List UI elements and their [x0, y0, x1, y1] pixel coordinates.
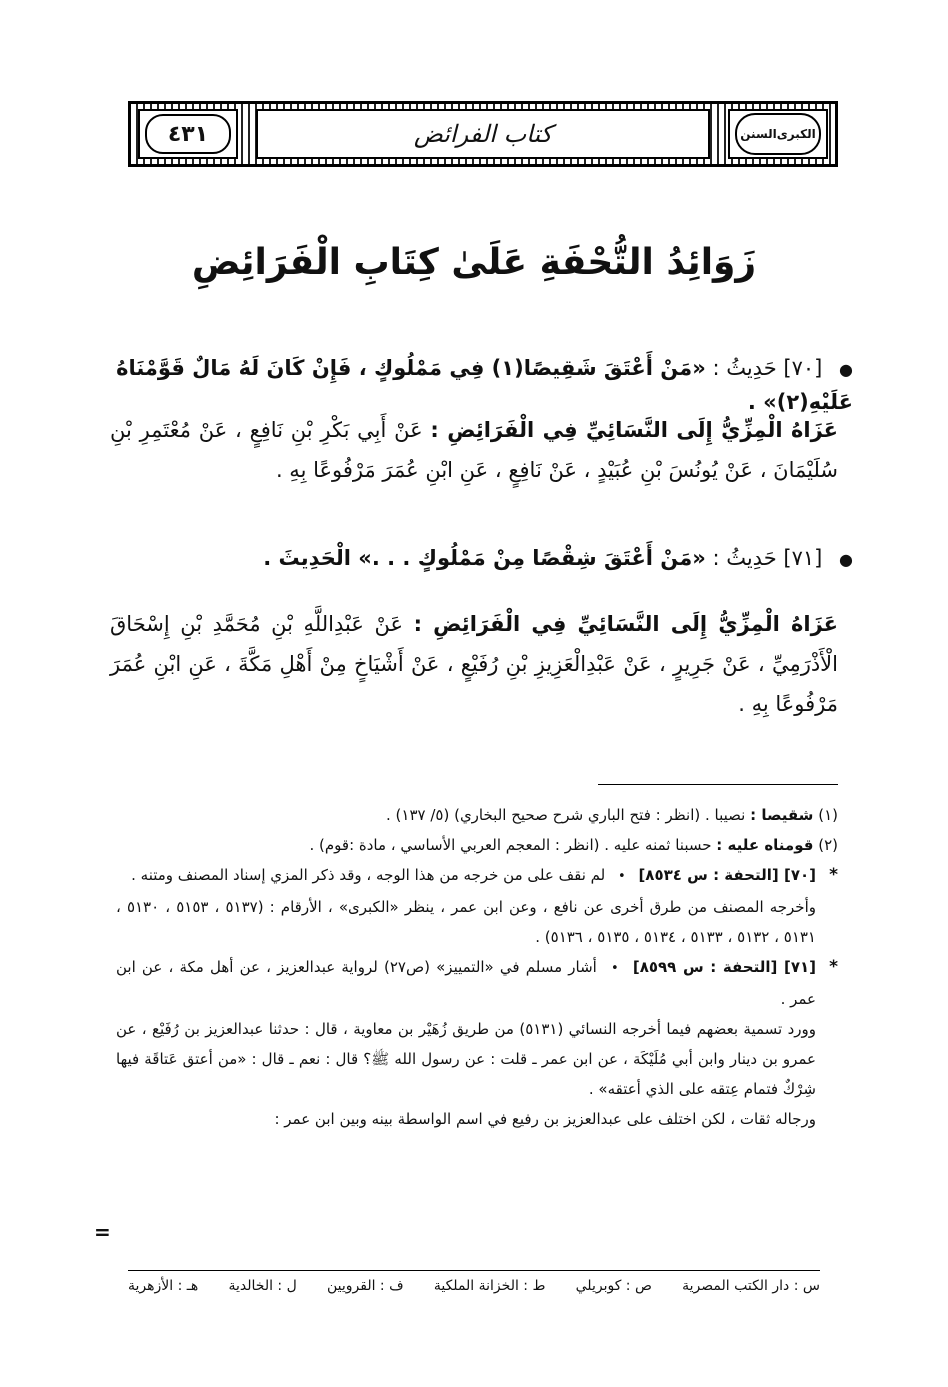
note-text: أشار مسلم في «التمييز» (ص٢٧) لرواية عبدالعزيز ، عن أهل مكة ، عن ابن عمر . — [116, 958, 816, 1008]
section-title: كتاب الفرائض — [413, 120, 553, 148]
footnote-number: (١) — [818, 806, 838, 824]
attribution-label: عَزَاهُ الْمِزِّيُّ إِلَى النَّسَائِيِّ فِي الْفَرَائِضِ : — [413, 612, 838, 636]
continuation-mark: = — [94, 1220, 111, 1244]
hadith-label: حَدِيثُ : — [712, 356, 777, 380]
abbreviation-item: ط : الخزانة الملكية — [433, 1278, 546, 1294]
footnote-term: شقيصا : — [750, 806, 814, 824]
hadith-entry-71 — [110, 542, 853, 576]
abbreviation-item: ل : الخالدية — [228, 1278, 297, 1294]
hadith-entry-70 — [110, 352, 853, 418]
footnote-gloss-2 — [116, 830, 838, 860]
attribution-70 — [110, 410, 838, 490]
bullet-icon: • — [617, 869, 626, 884]
footnote-number: (٢) — [818, 836, 838, 854]
note-reference: [٧١] [التحفة : س ٨٥٩٩] — [632, 958, 816, 976]
abbreviation-item: س : دار الكتب المصرية — [682, 1278, 820, 1294]
book-logo-line-2: الكبرى — [776, 127, 816, 141]
page-number-box — [138, 109, 238, 159]
hadith-label: حَدِيثُ : — [712, 546, 777, 570]
note-text: لم نقف على من خرجه من هذا الوجه ، وقد ذكر المزي إسناد المصنف ومتنه . — [131, 866, 606, 884]
attribution-71 — [110, 604, 838, 724]
bullet-icon: ● — [839, 550, 853, 569]
hadith-text: «مَنْ أَعْتَقَ شِقْصًا مِنْ مَمْلُوكٍ . . .» الْحَدِيثَ . — [263, 546, 706, 570]
bullet-icon: • — [611, 961, 619, 976]
attribution-text: عَنْ عَبْدِاللَّهِ بْنِ مُحَمَّدِ بْنِ إِسْحَاقَ الْأَذْرَمِيِّ ، عَنْ جَرِيرٍ ، عَنْ عَبْدِالْعَزِيزِ بْنِ رُفَيْعٍ ، عَنْ أَشْيَاخٍ مِنْ أَهْلِ مَكَّةَ ، عَنِ ابْنِ عُمَرَ مَرْفُوعًا بِهِ . — [110, 612, 838, 716]
bottom-separator — [128, 1270, 820, 1271]
manuscript-abbreviations — [128, 1278, 820, 1294]
hadith-text: «مَنْ أَعْتَقَ شَقِيصًا(١) فِي مَمْلُوكٍ ، فَإِنْ كَانَ لَهُ مَالٌ قَوَّمْنَاهُ عَلَيْهِ(٢)» . — [116, 356, 853, 414]
page-number: ٤٣١ — [145, 114, 231, 154]
abbreviation-item: ف : القرويين — [326, 1278, 404, 1294]
abbreviation-item: ص : كوبريلي — [575, 1278, 652, 1294]
page-header — [128, 101, 838, 167]
note-continuation: وأخرجه المصنف من طرق أخرى عن نافع ، وعن ابن عمر ، ينظر «الكبرى» ، الأرقام : (٥١٣٧ ، ٥١٥٣ ، ٥١٣٠ ، ٥١٣١ ، ٥١٣٢ ، ٥١٣٣ ، ٥١٣٤ ، ٥١٣٥ ، ٥١٣٦) . — [116, 898, 816, 946]
hadith-number: [٧١] — [783, 546, 823, 570]
asterisk-icon: * — [829, 957, 838, 977]
footnote-term: قومناه عليه : — [716, 836, 814, 854]
footnote-text: نصيبا . (انظر : فتح الباري شرح صحيح البخاري) (٥/ ١٣٧) . — [386, 806, 746, 824]
attribution-text: عَنْ أَبِي بَكْرِ بْنِ نَافِعٍ ، عَنْ مُعْتَمِرِ بْنِ سُلَيْمَانَ ، عَنْ يُونُسَ بْنِ عُبَيْدٍ ، عَنْ نَافِعٍ ، عَنِ ابْنِ عُمَرَ مَرْفُوعًا بِهِ . — [110, 418, 838, 482]
bullet-icon: ● — [839, 360, 853, 379]
note-continuation: ورجاله ثقات ، لكن اختلف على عبدالعزيز بن رفيع في اسم الواسطة بينه وبين ابن عمر : — [274, 1110, 816, 1128]
book-logo — [735, 113, 821, 155]
note-reference: [٧٠] [التحفة : س ٨٥٣٤] — [638, 866, 816, 884]
footnote-note-70 — [116, 860, 838, 892]
book-logo-box — [728, 109, 828, 159]
footnote-separator — [598, 784, 838, 785]
asterisk-icon: * — [829, 865, 838, 885]
footnotes — [116, 800, 838, 1134]
hadith-number: [٧٠] — [783, 356, 823, 380]
abbreviation-item: هـ : الأزهرية — [128, 1278, 199, 1294]
footnote-note-71 — [116, 952, 838, 1014]
chapter-heading: زَوَائِدُ التُّحْفَةِ عَلَىٰ كِتَابِ الْفَرَائِضِ — [191, 242, 757, 283]
footnote-gloss-1 — [116, 800, 838, 830]
note-continuation: وورد تسمية بعضهم فيما أخرجه النسائي (٥١٣١) من طريق زُهَيْر بن معاوية ، قال : حدثنا عبدالعزيز بن رُفَيْع ، عن عمرو بن دينار وابن أبي مُلَيْكَة ، عن ابن عمر ـ قلت : عن رسول الله ﷺ؟ قال : نعم ـ قال : «من أعتق عَتاقَة فيها شِرْكٌ فتمام عِتقه على الذي أعتقه» . — [116, 1020, 816, 1098]
footnote-text: حسبنا ثمنه عليه . (انظر : المعجم العربي الأساسي ، مادة :قوم) . — [309, 836, 712, 854]
attribution-label: عَزَاهُ الْمِزِّيُّ إِلَى النَّسَائِيِّ فِي الْفَرَائِضِ : — [430, 418, 838, 442]
section-title-box — [256, 109, 710, 159]
book-logo-line-1: السنن — [740, 127, 777, 141]
